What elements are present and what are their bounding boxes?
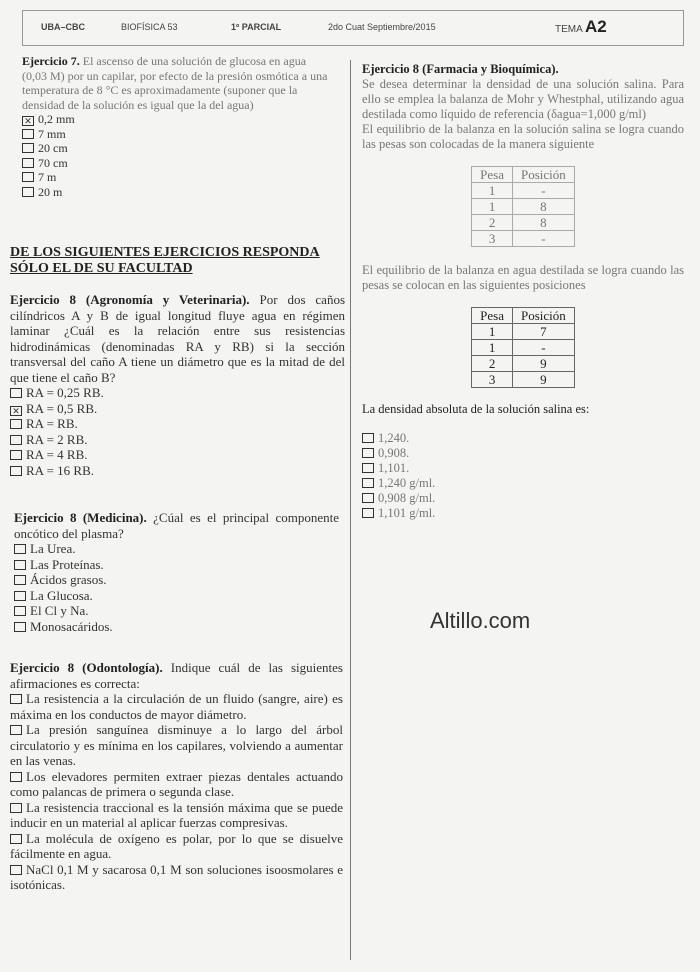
option[interactable] <box>22 141 332 156</box>
table-row <box>472 215 575 231</box>
ej7-title: Ejercicio 7. <box>22 54 80 68</box>
table-cell: 7 <box>513 324 575 340</box>
table-cell: Posición <box>513 308 575 324</box>
farm-question: La densidad absoluta de la solución salina es: <box>362 402 590 416</box>
period: 2do Cuat Septiembre/2015 <box>328 22 436 32</box>
checked-checkbox-icon[interactable]: ✕ <box>10 406 22 416</box>
option[interactable] <box>10 447 345 463</box>
option[interactable] <box>10 800 343 831</box>
checkbox-icon[interactable] <box>10 466 22 476</box>
tema-label: TEMA <box>555 24 583 35</box>
checkbox-icon[interactable] <box>10 725 22 735</box>
exam-name: 1º PARCIAL <box>231 22 282 32</box>
checkbox-icon[interactable] <box>10 435 22 445</box>
option[interactable] <box>362 446 684 461</box>
odon-options <box>10 691 343 893</box>
option-label: RA = RB. <box>26 416 78 431</box>
option-label: El Cl y Na. <box>30 603 89 618</box>
table-cell: 9 <box>513 372 575 388</box>
option[interactable] <box>22 127 332 142</box>
med-options <box>14 541 339 634</box>
option[interactable] <box>14 572 339 588</box>
checkbox-icon[interactable] <box>10 694 22 704</box>
checkbox-icon[interactable] <box>14 622 26 632</box>
option-label: 7 m <box>38 170 57 184</box>
odon-title: Ejercicio 8 (Odontología). <box>10 660 163 675</box>
option-label: 20 m <box>38 184 63 199</box>
checkbox-icon[interactable] <box>10 450 22 460</box>
ej7-options <box>22 112 332 199</box>
checkbox-icon[interactable] <box>10 834 22 844</box>
med-title: Ejercicio 8 (Medicina). <box>14 510 147 525</box>
ejercicio-8-farmacia <box>362 62 684 521</box>
option-label: 1,101 g/ml. <box>378 506 436 520</box>
checkbox-icon[interactable] <box>362 508 374 518</box>
option[interactable] <box>10 463 345 479</box>
option[interactable] <box>362 491 684 506</box>
table-row <box>472 356 575 372</box>
checkbox-icon[interactable] <box>14 575 26 585</box>
checkbox-icon[interactable] <box>10 772 22 782</box>
option-label: RA = 2 RB. <box>26 431 88 447</box>
option-label: 0,908. <box>378 446 410 460</box>
column-divider <box>350 60 351 960</box>
option[interactable] <box>362 461 684 476</box>
checkbox-icon[interactable] <box>362 433 374 443</box>
agro-text: Por dos caños cilíndricos A y B de igual longitud fluye agua en régimen laminar ¿Cuál es la relación entre sus resistencias hidrodinámicas (denominadas RA y RB) si la sección transversal del caño A tiene un diámetro que es la mitad de del que tiene el caño B? <box>10 292 346 385</box>
option-label: 70 cm <box>38 155 68 170</box>
option[interactable] <box>10 722 343 769</box>
farm-title: Ejercicio 8 (Farmacia y Bioquímica). <box>362 62 559 76</box>
checkbox-icon[interactable] <box>22 129 34 139</box>
farm-options <box>362 431 684 521</box>
table-cell: Pesa <box>472 308 513 324</box>
exam-header <box>22 10 684 46</box>
option[interactable] <box>10 769 343 800</box>
option-label: 1,240. <box>378 431 410 445</box>
option[interactable] <box>362 431 684 446</box>
odon-text: Indique cuál de las siguientes afirmaciones es correcta: <box>10 660 343 691</box>
table-cell: 1 <box>472 340 513 356</box>
checkbox-icon[interactable] <box>362 478 374 488</box>
option-label: 20 cm <box>38 141 68 155</box>
option[interactable] <box>14 541 339 557</box>
agro-title: Ejercicio 8 (Agronomía y Veterinaria). <box>10 292 250 307</box>
table-cell: 9 <box>513 356 575 372</box>
section-title: DE LOS SIGUIENTES EJERCICIOS RESPONDA SÓLO EL DE SU FACULTAD <box>10 245 320 276</box>
table-cell: - <box>513 340 575 356</box>
option[interactable] <box>10 401 345 417</box>
ej7-text: El ascenso de una solución de glucosa en agua (0,03 M) por un capilar, por efecto de la presión osmótica a una temperatura de 8 °C es aproximadamente (suponer que la densidad de la solución es igual que la del agua) <box>22 54 328 112</box>
checkbox-icon[interactable] <box>14 560 26 570</box>
option[interactable] <box>10 831 343 862</box>
table-row <box>472 372 575 388</box>
checkbox-icon[interactable] <box>362 463 374 473</box>
org: UBA–CBC <box>41 22 86 32</box>
farm-text3: El equilibrio de la balanza en agua destilada se logra cuando las pesas se colocan en las siguientes posiciones <box>362 263 684 292</box>
option-label: 7 mm <box>38 126 66 141</box>
table-cell: 1 <box>472 199 513 215</box>
table-cell: 2 <box>472 356 513 372</box>
option[interactable] <box>22 185 332 200</box>
checkbox-icon[interactable] <box>10 419 22 429</box>
table-solucion-salina <box>471 166 575 247</box>
checkbox-icon[interactable] <box>14 606 26 616</box>
checkbox-icon[interactable] <box>10 803 22 813</box>
checkbox-icon[interactable] <box>22 172 34 182</box>
option-label: 0,908 g/ml. <box>378 491 436 505</box>
table-cell: - <box>513 231 575 247</box>
option-label: La Urea. <box>30 541 76 556</box>
table-row <box>472 340 575 356</box>
option-label: 1,240 g/ml. <box>378 476 436 490</box>
table-cell: 8 <box>513 215 575 231</box>
table-row <box>472 308 575 324</box>
tema-code: A2 <box>585 17 607 36</box>
table-cell: 3 <box>472 372 513 388</box>
option[interactable] <box>362 506 684 521</box>
table-cell: 8 <box>513 199 575 215</box>
checkbox-icon[interactable] <box>362 493 374 503</box>
option[interactable] <box>10 432 345 448</box>
option-label: Las Proteínas. <box>30 556 104 572</box>
tema <box>555 17 607 37</box>
option[interactable] <box>10 862 343 893</box>
table-cell: Posición <box>513 167 575 183</box>
table-cell: 3 <box>472 231 513 247</box>
option[interactable] <box>22 112 332 127</box>
ejercicio-8-agronomia <box>10 292 345 478</box>
option[interactable] <box>10 416 345 432</box>
table-row <box>472 231 575 247</box>
watermark: Altillo.com <box>430 608 531 633</box>
checkbox-icon[interactable] <box>10 865 22 875</box>
checkbox-icon[interactable] <box>10 388 22 398</box>
option-label: 1,101. <box>378 461 410 475</box>
option-label: Los elevadores permiten extraer piezas dentales actuando como palancas de primera o segunda clase. <box>10 768 343 799</box>
checkbox-icon[interactable] <box>362 448 374 458</box>
option[interactable] <box>14 557 339 573</box>
option-label: RA = 0,25 RB. <box>26 385 104 400</box>
option-label: RA = 4 RB. <box>26 447 88 462</box>
table-row <box>472 183 575 199</box>
option-label: La resistencia traccional es la tensión máxima que se puede inducir en un material al aplicar fuerzas compresivas. <box>10 799 343 830</box>
checkbox-icon[interactable] <box>22 143 34 153</box>
option[interactable] <box>14 619 339 635</box>
option[interactable] <box>14 588 339 604</box>
ejercicio-7 <box>22 54 332 199</box>
table-cell: 1 <box>472 324 513 340</box>
option[interactable] <box>10 691 343 722</box>
option-label: La resistencia a la circulación de un fluido (sangre, aire) es máxima en los conductos de mayor diámetro. <box>10 691 343 722</box>
table-row <box>472 199 575 215</box>
option[interactable] <box>22 156 332 171</box>
ejercicio-8-odontologia <box>10 660 343 893</box>
checkbox-icon[interactable] <box>22 158 34 168</box>
farm-text1: Se desea determinar la densidad de una solución salina. Para ello se emplea la balanza de Mohr y Whestphal, utilizando agua destilada como líquido de referencia (δagua=1,000 g/ml) <box>362 77 684 121</box>
table-row <box>472 324 575 340</box>
option[interactable] <box>22 170 332 185</box>
table-cell: 2 <box>472 215 513 231</box>
option-label: La molécula de oxígeno es polar, por lo que se disuelve fácilmente en agua. <box>10 830 343 861</box>
table-agua-destilada <box>471 307 575 388</box>
option[interactable] <box>10 385 345 401</box>
subject: BIOFÍSICA 53 <box>121 22 178 32</box>
agro-options <box>10 385 345 478</box>
option-label: Monosacáridos. <box>30 618 113 634</box>
checkbox-icon[interactable] <box>14 591 26 601</box>
option-label: 0,2 mm <box>38 112 75 126</box>
option-label: La presión sanguínea disminuye a lo largo del árbol circulatorio y es mínima en los capilares, volviendo a aumentar en las venas. <box>10 722 343 768</box>
farm-text2: El equilibrio de la balanza en la solución salina se logra cuando las pesas son colocadas de la manera siguiente <box>362 122 684 151</box>
option-label: RA = 0,5 RB. <box>26 400 98 416</box>
med-text: ¿Cúal es el principal componente oncótico del plasma? <box>14 510 339 541</box>
option-label: RA = 16 RB. <box>26 462 95 478</box>
table-cell: 1 <box>472 183 513 199</box>
option[interactable] <box>362 476 684 491</box>
checked-checkbox-icon[interactable]: ✕ <box>22 116 34 126</box>
table-row <box>472 167 575 183</box>
option-label: Ácidos grasos. <box>30 572 107 587</box>
ejercicio-8-medicina <box>14 510 339 634</box>
option-label: La Glucosa. <box>30 587 93 603</box>
option-label: NaCl 0,1 M y sacarosa 0,1 M son soluciones isoosmolares e isotónicas. <box>10 861 343 892</box>
option[interactable] <box>14 603 339 619</box>
table-cell: Pesa <box>472 167 513 183</box>
table-cell: - <box>513 183 575 199</box>
checkbox-icon[interactable] <box>22 187 34 197</box>
checkbox-icon[interactable] <box>14 544 26 554</box>
